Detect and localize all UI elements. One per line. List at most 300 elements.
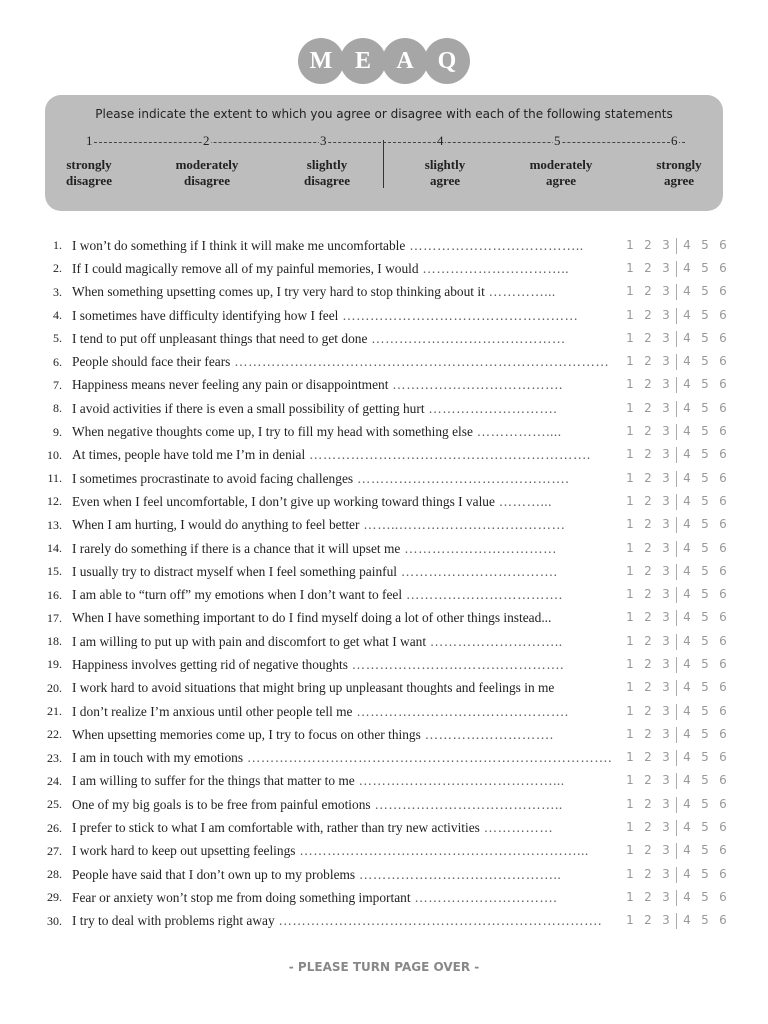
rating-option-2[interactable]: 2	[644, 517, 652, 532]
leader-dots: …………………………………..	[370, 796, 563, 812]
statement-row	[0, 257, 768, 280]
rating-divider	[676, 890, 677, 906]
rating-divider	[676, 587, 677, 603]
rating-option-2[interactable]: 2	[644, 843, 652, 858]
rating-option-6[interactable]: 6	[719, 913, 727, 928]
rating-option-4[interactable]: 4	[683, 820, 691, 835]
rating-option-5[interactable]: 5	[701, 633, 709, 648]
rating-option-1[interactable]: 1	[626, 843, 634, 858]
rating-option-2[interactable]: 2	[644, 610, 652, 625]
rating-option-4[interactable]: 4	[683, 680, 691, 695]
rating-option-3[interactable]: 3	[662, 656, 670, 671]
rating-option-5[interactable]: 5	[701, 540, 709, 555]
rating-option-5[interactable]: 5	[701, 843, 709, 858]
rating-option-2[interactable]: 2	[644, 656, 652, 671]
rating-option-6[interactable]: 6	[719, 284, 727, 299]
statement-number: 21.	[47, 704, 62, 719]
rating-option-5[interactable]: 5	[701, 470, 709, 485]
rating-option-3[interactable]: 3	[662, 587, 670, 602]
rating-option-5[interactable]: 5	[701, 773, 709, 788]
rating-option-1[interactable]: 1	[626, 587, 634, 602]
statement-row	[0, 793, 768, 816]
rating-option-2[interactable]: 2	[644, 400, 652, 415]
rating-option-3[interactable]: 3	[662, 260, 670, 275]
rating-option-6[interactable]: 6	[719, 587, 727, 602]
rating-option-5[interactable]: 5	[701, 587, 709, 602]
rating-option-3[interactable]: 3	[662, 866, 670, 881]
rating-option-6[interactable]: 6	[719, 470, 727, 485]
rating-divider	[676, 797, 677, 813]
rating-option-5[interactable]: 5	[701, 307, 709, 322]
rating-option-3[interactable]: 3	[662, 470, 670, 485]
statement-row	[0, 607, 768, 630]
statement-label: I sometimes procrastinate to avoid facing challenges	[72, 470, 354, 486]
rating-divider	[676, 750, 677, 766]
rating-options	[621, 331, 732, 347]
statement-label: When something upsetting comes up, I try very hard to stop thinking about it	[72, 284, 485, 300]
rating-option-6[interactable]: 6	[719, 260, 727, 275]
rating-options	[621, 354, 732, 370]
statement-label: I sometimes have difficulty identifying how I feel	[72, 307, 339, 323]
rating-option-1[interactable]: 1	[626, 517, 634, 532]
rating-option-4[interactable]: 4	[683, 307, 691, 322]
rating-option-6[interactable]: 6	[719, 354, 727, 369]
rating-option-2[interactable]: 2	[644, 330, 652, 345]
rating-option-1[interactable]: 1	[626, 913, 634, 928]
statement-number: 13.	[47, 517, 62, 532]
statement-label: I am willing to suffer for the things that matter to me	[72, 773, 355, 789]
rating-option-3[interactable]: 3	[662, 424, 670, 439]
rating-option-2[interactable]: 2	[644, 260, 652, 275]
rating-option-5[interactable]: 5	[701, 330, 709, 345]
rating-option-4[interactable]: 4	[683, 354, 691, 369]
statement-text	[72, 284, 617, 300]
scale-label-line1: moderately	[529, 157, 593, 172]
statement-number: 3.	[53, 284, 62, 299]
statement-row	[0, 560, 768, 583]
rating-option-4[interactable]: 4	[683, 913, 691, 928]
rating-option-1[interactable]: 1	[626, 470, 634, 485]
rating-option-6[interactable]: 6	[719, 517, 727, 532]
statement-label: People should face their fears	[72, 354, 231, 370]
statement-label: One of my big goals is to be free from painful emotions	[72, 796, 371, 812]
leader-dots: ………………………………..	[405, 237, 584, 253]
rating-option-2[interactable]: 2	[644, 773, 652, 788]
rating-option-1[interactable]: 1	[626, 889, 634, 904]
rating-option-3[interactable]: 3	[662, 237, 670, 252]
rating-option-2[interactable]: 2	[644, 703, 652, 718]
rating-option-4[interactable]: 4	[683, 889, 691, 904]
statement-text	[72, 261, 617, 277]
statement-number: 26.	[47, 820, 62, 835]
leader-dots: ……………………………………..	[355, 866, 562, 882]
rating-option-1[interactable]: 1	[626, 424, 634, 439]
rating-option-3[interactable]: 3	[662, 610, 670, 625]
rating-option-2[interactable]: 2	[644, 470, 652, 485]
rating-option-3[interactable]: 3	[662, 307, 670, 322]
rating-option-3[interactable]: 3	[662, 913, 670, 928]
rating-options	[621, 564, 732, 580]
statement-number: 24.	[47, 773, 62, 788]
rating-option-2[interactable]: 2	[644, 680, 652, 695]
rating-option-5[interactable]: 5	[701, 400, 709, 415]
leader-dots: …………………………………………………………………….	[243, 750, 612, 766]
statement-text	[72, 843, 617, 859]
statement-text	[72, 634, 617, 650]
statement-number: 29.	[47, 890, 62, 905]
rating-option-2[interactable]: 2	[644, 354, 652, 369]
statement-number: 19.	[47, 657, 62, 672]
rating-option-3[interactable]: 3	[662, 820, 670, 835]
statement-row	[0, 677, 768, 700]
statement-text	[72, 331, 617, 347]
statement-text	[72, 517, 617, 533]
rating-option-5[interactable]: 5	[701, 424, 709, 439]
scale-label	[395, 157, 495, 189]
rating-option-4[interactable]: 4	[683, 633, 691, 648]
rating-option-6[interactable]: 6	[719, 843, 727, 858]
statement-label: When I am hurting, I would do anything to feel better	[72, 517, 360, 533]
rating-option-5[interactable]: 5	[701, 703, 709, 718]
leader-dots: ……………………………………….	[352, 703, 569, 719]
rating-option-4[interactable]: 4	[683, 656, 691, 671]
rating-option-6[interactable]: 6	[719, 820, 727, 835]
statement-row	[0, 747, 768, 770]
rating-divider	[676, 867, 677, 883]
rating-option-2[interactable]: 2	[644, 447, 652, 462]
rating-option-2[interactable]: 2	[644, 889, 652, 904]
rating-option-2[interactable]: 2	[644, 820, 652, 835]
rating-option-6[interactable]: 6	[719, 796, 727, 811]
rating-divider	[676, 308, 677, 324]
rating-option-5[interactable]: 5	[701, 260, 709, 275]
title-letter: Q	[424, 38, 470, 84]
leader-dots: …………………………….	[402, 587, 563, 603]
scale-label	[39, 157, 139, 189]
rating-option-5[interactable]: 5	[701, 563, 709, 578]
rating-option-5[interactable]: 5	[701, 237, 709, 252]
rating-option-3[interactable]: 3	[662, 889, 670, 904]
statement-row	[0, 397, 768, 420]
rating-option-6[interactable]: 6	[719, 237, 727, 252]
rating-option-4[interactable]: 4	[683, 587, 691, 602]
rating-option-4[interactable]: 4	[683, 540, 691, 555]
rating-option-1[interactable]: 1	[626, 750, 634, 765]
statement-text	[72, 377, 617, 393]
rating-option-6[interactable]: 6	[719, 680, 727, 695]
rating-option-4[interactable]: 4	[683, 796, 691, 811]
leader-dots: ……………………….	[420, 726, 554, 742]
rating-options	[621, 773, 732, 789]
statement-label: I avoid activities if there is even a small possibility of getting hurt	[72, 400, 425, 416]
statement-number: 23.	[47, 750, 62, 765]
rating-option-2[interactable]: 2	[644, 866, 652, 881]
rating-option-3[interactable]: 3	[662, 680, 670, 695]
rating-option-3[interactable]: 3	[662, 517, 670, 532]
rating-option-4[interactable]: 4	[683, 703, 691, 718]
rating-options	[621, 913, 732, 929]
rating-option-4[interactable]: 4	[683, 563, 691, 578]
statement-text	[72, 820, 617, 836]
rating-option-2[interactable]: 2	[644, 307, 652, 322]
rating-option-3[interactable]: 3	[662, 726, 670, 741]
rating-divider	[676, 773, 677, 789]
statement-row	[0, 770, 768, 793]
rating-option-1[interactable]: 1	[626, 284, 634, 299]
rating-option-3[interactable]: 3	[662, 750, 670, 765]
rating-option-6[interactable]: 6	[719, 633, 727, 648]
rating-divider	[676, 727, 677, 743]
statement-row	[0, 863, 768, 886]
rating-option-3[interactable]: 3	[662, 400, 670, 415]
statement-label: I usually try to distract myself when I feel something painful	[72, 563, 398, 579]
instruction-text: Please indicate the extent to which you agree or disagree with each of the following statements	[95, 107, 673, 121]
rating-option-1[interactable]: 1	[626, 703, 634, 718]
statement-label: I work hard to avoid situations that might bring up unpleasant thoughts and feelings in me	[72, 680, 555, 696]
rating-option-4[interactable]: 4	[683, 284, 691, 299]
statement-number: 7.	[53, 377, 62, 392]
rating-option-1[interactable]: 1	[626, 330, 634, 345]
statement-row	[0, 327, 768, 350]
rating-option-1[interactable]: 1	[626, 237, 634, 252]
leader-dots: …………………………….	[397, 563, 558, 579]
rating-option-3[interactable]: 3	[662, 773, 670, 788]
leader-dots: …………………………..	[418, 260, 570, 276]
rating-options	[621, 284, 732, 300]
rating-option-2[interactable]: 2	[644, 377, 652, 392]
statement-row	[0, 304, 768, 327]
statement-number: 17.	[47, 610, 62, 625]
statement-number: 6.	[53, 354, 62, 369]
rating-options	[621, 610, 732, 626]
rating-option-3[interactable]: 3	[662, 703, 670, 718]
rating-option-6[interactable]: 6	[719, 377, 727, 392]
rating-option-5[interactable]: 5	[701, 680, 709, 695]
statement-row	[0, 653, 768, 676]
rating-option-6[interactable]: 6	[719, 493, 727, 508]
rating-option-1[interactable]: 1	[626, 656, 634, 671]
rating-option-2[interactable]: 2	[644, 284, 652, 299]
rating-option-5[interactable]: 5	[701, 517, 709, 532]
rating-option-4[interactable]: 4	[683, 517, 691, 532]
statement-label: Fear or anxiety won’t stop me from doing something important	[72, 889, 411, 905]
rating-option-6[interactable]: 6	[719, 889, 727, 904]
rating-option-1[interactable]: 1	[626, 377, 634, 392]
rating-option-6[interactable]: 6	[719, 703, 727, 718]
statement-row	[0, 514, 768, 537]
rating-option-1[interactable]: 1	[626, 307, 634, 322]
rating-option-2[interactable]: 2	[644, 540, 652, 555]
rating-option-1[interactable]: 1	[626, 680, 634, 695]
rating-option-4[interactable]: 4	[683, 750, 691, 765]
rating-options	[621, 517, 732, 533]
rating-option-3[interactable]: 3	[662, 330, 670, 345]
leader-dots: ……………………………	[400, 540, 557, 556]
rating-option-6[interactable]: 6	[719, 447, 727, 462]
rating-option-1[interactable]: 1	[626, 540, 634, 555]
rating-option-6[interactable]: 6	[719, 773, 727, 788]
rating-option-4[interactable]: 4	[683, 237, 691, 252]
rating-options	[621, 587, 732, 603]
statement-label: When upsetting memories come up, I try to focus on other things	[72, 726, 421, 742]
rating-option-2[interactable]: 2	[644, 424, 652, 439]
rating-option-3[interactable]: 3	[662, 563, 670, 578]
rating-option-4[interactable]: 4	[683, 424, 691, 439]
statement-label: People have said that I don’t own up to my problems	[72, 866, 356, 882]
rating-option-1[interactable]: 1	[626, 260, 634, 275]
rating-option-5[interactable]: 5	[701, 447, 709, 462]
rating-option-4[interactable]: 4	[683, 377, 691, 392]
leader-dots: ……………………………………….	[347, 656, 565, 672]
rating-option-4[interactable]: 4	[683, 610, 691, 625]
rating-option-6[interactable]: 6	[719, 330, 727, 345]
turn-page-note: - PLEASE TURN PAGE OVER -	[288, 960, 480, 974]
rating-option-6[interactable]: 6	[719, 307, 727, 322]
rating-option-3[interactable]: 3	[662, 493, 670, 508]
title-letter: A	[382, 38, 428, 84]
scale-number: 5	[554, 133, 561, 148]
rating-option-1[interactable]: 1	[626, 633, 634, 648]
statement-text	[72, 727, 617, 743]
rating-option-1[interactable]: 1	[626, 400, 634, 415]
rating-option-5[interactable]: 5	[701, 726, 709, 741]
rating-option-4[interactable]: 4	[683, 773, 691, 788]
rating-option-2[interactable]: 2	[644, 493, 652, 508]
rating-options	[621, 238, 732, 254]
rating-option-6[interactable]: 6	[719, 563, 727, 578]
rating-options	[621, 820, 732, 836]
scale-label-line2: agree	[663, 173, 695, 188]
leader-dots: ………………………..	[426, 633, 563, 649]
rating-option-5[interactable]: 5	[701, 866, 709, 881]
statement-text	[72, 564, 617, 580]
statement-number: 30.	[47, 913, 62, 928]
scale-number: 2	[203, 133, 210, 148]
rating-option-3[interactable]: 3	[662, 284, 670, 299]
rating-option-1[interactable]: 1	[626, 610, 634, 625]
rating-options	[621, 704, 732, 720]
rating-option-1[interactable]: 1	[626, 563, 634, 578]
title-letter: M	[298, 38, 344, 84]
rating-option-3[interactable]: 3	[662, 843, 670, 858]
rating-option-3[interactable]: 3	[662, 377, 670, 392]
scale-label-line2: disagree	[304, 173, 350, 188]
rating-option-4[interactable]: 4	[683, 260, 691, 275]
rating-option-1[interactable]: 1	[626, 866, 634, 881]
scale-label-line2: agree	[545, 173, 577, 188]
rating-option-3[interactable]: 3	[662, 796, 670, 811]
rating-option-4[interactable]: 4	[683, 330, 691, 345]
statement-label: Happiness means never feeling any pain or disappointment	[72, 377, 389, 393]
rating-option-5[interactable]: 5	[701, 284, 709, 299]
rating-option-1[interactable]: 1	[626, 820, 634, 835]
rating-divider	[676, 494, 677, 510]
rating-option-2[interactable]: 2	[644, 913, 652, 928]
rating-option-1[interactable]: 1	[626, 493, 634, 508]
rating-option-2[interactable]: 2	[644, 587, 652, 602]
rating-option-5[interactable]: 5	[701, 913, 709, 928]
rating-option-3[interactable]: 3	[662, 447, 670, 462]
rating-divider	[676, 517, 677, 533]
rating-option-5[interactable]: 5	[701, 656, 709, 671]
rating-option-4[interactable]: 4	[683, 470, 691, 485]
rating-option-2[interactable]: 2	[644, 633, 652, 648]
rating-option-5[interactable]: 5	[701, 750, 709, 765]
rating-option-2[interactable]: 2	[644, 750, 652, 765]
scale-divider	[383, 140, 384, 188]
statement-number: 28.	[47, 867, 62, 882]
rating-option-1[interactable]: 1	[626, 796, 634, 811]
rating-option-2[interactable]: 2	[644, 726, 652, 741]
rating-option-5[interactable]: 5	[701, 796, 709, 811]
rating-option-5[interactable]: 5	[701, 493, 709, 508]
rating-option-6[interactable]: 6	[719, 540, 727, 555]
rating-option-3[interactable]: 3	[662, 540, 670, 555]
rating-option-2[interactable]: 2	[644, 237, 652, 252]
rating-options	[621, 750, 732, 766]
rating-option-5[interactable]: 5	[701, 820, 709, 835]
rating-option-6[interactable]: 6	[719, 750, 727, 765]
rating-divider	[676, 471, 677, 487]
rating-option-6[interactable]: 6	[719, 424, 727, 439]
rating-option-5[interactable]: 5	[701, 889, 709, 904]
rating-option-6[interactable]: 6	[719, 726, 727, 741]
rating-options	[621, 401, 732, 417]
rating-option-1[interactable]: 1	[626, 773, 634, 788]
statement-row	[0, 583, 768, 606]
rating-option-4[interactable]: 4	[683, 447, 691, 462]
scale-label-line2: disagree	[184, 173, 230, 188]
leader-dots: ……………....	[472, 424, 562, 440]
rating-divider	[676, 238, 677, 254]
rating-option-1[interactable]: 1	[626, 354, 634, 369]
rating-option-2[interactable]: 2	[644, 563, 652, 578]
rating-option-2[interactable]: 2	[644, 796, 652, 811]
rating-option-4[interactable]: 4	[683, 866, 691, 881]
rating-option-1[interactable]: 1	[626, 726, 634, 741]
rating-option-1[interactable]: 1	[626, 447, 634, 462]
scale-label	[511, 157, 611, 189]
rating-options	[621, 634, 732, 650]
rating-option-4[interactable]: 4	[683, 400, 691, 415]
statement-text	[72, 610, 617, 626]
statement-label: I try to deal with problems right away	[72, 913, 275, 929]
rating-option-6[interactable]: 6	[719, 400, 727, 415]
statement-row	[0, 537, 768, 560]
rating-option-6[interactable]: 6	[719, 610, 727, 625]
rating-option-4[interactable]: 4	[683, 726, 691, 741]
rating-option-6[interactable]: 6	[719, 866, 727, 881]
statement-label: I tend to put off unpleasant things that need to get done	[72, 330, 368, 346]
rating-option-4[interactable]: 4	[683, 843, 691, 858]
statement-number: 8.	[53, 401, 62, 416]
leader-dots: …………...	[484, 284, 556, 300]
rating-option-3[interactable]: 3	[662, 633, 670, 648]
title-letter: E	[340, 38, 386, 84]
rating-option-5[interactable]: 5	[701, 610, 709, 625]
statement-row	[0, 816, 768, 839]
rating-option-6[interactable]: 6	[719, 656, 727, 671]
rating-option-4[interactable]: 4	[683, 493, 691, 508]
statement-label: I am able to “turn off” my emotions when I don’t want to feel	[72, 587, 403, 603]
rating-option-5[interactable]: 5	[701, 377, 709, 392]
statement-text	[72, 447, 617, 463]
scale-number: 3	[320, 133, 327, 148]
rating-divider	[676, 401, 677, 417]
rating-options	[621, 447, 732, 463]
rating-option-3[interactable]: 3	[662, 354, 670, 369]
rating-option-5[interactable]: 5	[701, 354, 709, 369]
